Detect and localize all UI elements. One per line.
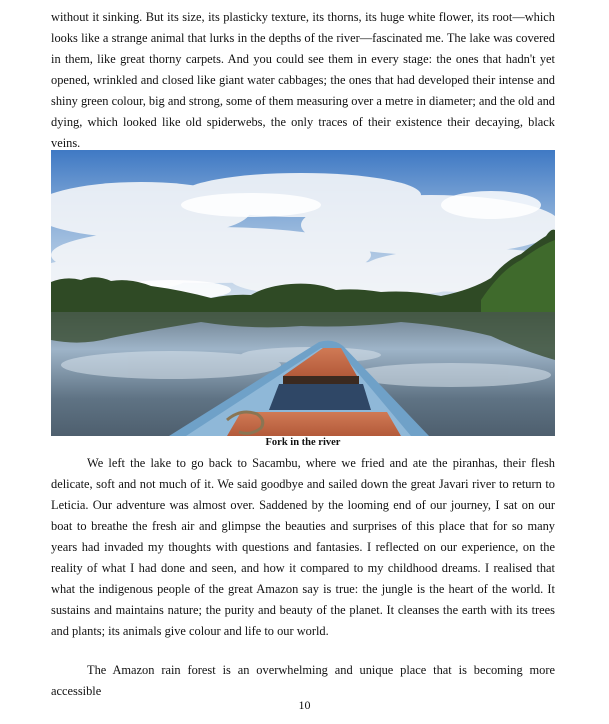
- body-paragraph-top: without it sinking. But its size, its plasticky texture, its thorns, its huge white flower, its root—which looks like a strange animal that lurks in the depths of the river—fascinated me. The lake was covered in them, like great thorny carpets. And you could see them in every stage: the ones that hadn't yet opened, wrinkled and closed like giant water cabbages; the ones that had developed their intense and shiny green colour, big and strong, some of them measuring over a metre in diameter; and the old and dying, which looked like old spiderwebs, the only traces of their existence their decaying, black veins.: [51, 10, 555, 150]
- page-number: 10: [298, 698, 311, 712]
- river-photo: [51, 150, 555, 436]
- figure-caption: Fork in the river: [265, 437, 341, 448]
- body-paragraph-bottom: The Amazon rain forest is an overwhelming and unique place that is becoming more accessible: [51, 663, 555, 698]
- body-paragraph-middle: We left the lake to go back to Sacambu, where we fried and ate the piranhas, their flesh delicate, soft and not much of it. We said goodbye and sailed down the great Javari river to return to Leticia. Our adventure was almost over. Saddened by the looming end of our journey, I sat on our boat to breathe the fresh air and glimpse the beauties and surprises of this place that for so many years had invaded my thoughts with questions and fantasies. I reflected on our experience, on the reality of what I had done and seen, and how it compared to my childhood dreams. I realised that what the indigenous people of the great Amazon say is true: the jungle is the heart of the world. It sustains and maintains nature; the purity and beauty of the planet. It cleanses the earth with its trees and plants; its animals give colour and life to our world.: [51, 456, 555, 638]
